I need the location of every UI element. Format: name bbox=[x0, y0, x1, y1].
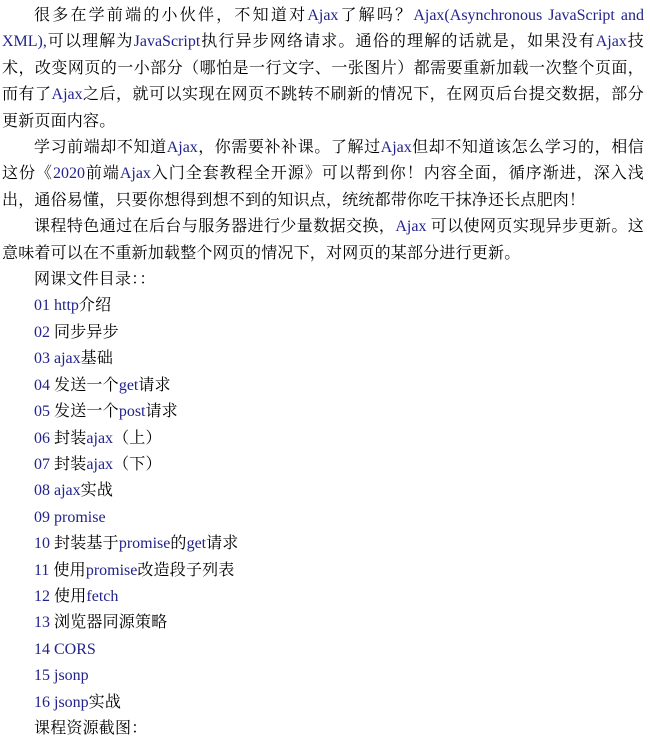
course-list-item: 08 ajax实战 bbox=[34, 482, 114, 500]
course-list-item bbox=[2, 663, 644, 689]
latin-text: 08 ajax bbox=[34, 482, 81, 500]
course-list-item: 11 使用promise改造段子列表 bbox=[34, 561, 235, 579]
latin-text: get bbox=[118, 376, 139, 394]
directory-title: 网课文件目录：： bbox=[34, 271, 156, 289]
latin-text: 12 bbox=[34, 587, 54, 605]
latin-text: Ajax bbox=[595, 33, 627, 51]
latin-text: Ajax(Asynchronous JavaScript and XML), bbox=[2, 7, 644, 51]
course-list bbox=[2, 293, 644, 716]
course-list-item: 13 浏览器同源策略 bbox=[34, 614, 168, 632]
latin-text: Ajax bbox=[51, 86, 83, 104]
course-list-item: 05 发送一个post请求 bbox=[34, 403, 178, 421]
latin-text: 14 CORS bbox=[34, 640, 96, 658]
footer-line: 课程资源截图： bbox=[34, 719, 148, 737]
course-list-item: 16 jsonp实战 bbox=[34, 693, 122, 711]
latin-text: 13 bbox=[34, 614, 54, 632]
latin-text: 2020 bbox=[53, 165, 86, 183]
latin-text: Ajax bbox=[307, 7, 339, 24]
latin-text: 09 promise bbox=[34, 508, 106, 526]
latin-text: 03 ajax bbox=[34, 350, 81, 368]
latin-text: Ajax bbox=[166, 139, 198, 157]
latin-text: 04 bbox=[34, 376, 54, 394]
latin-text: JavaScript bbox=[133, 33, 201, 51]
latin-text: 07 bbox=[34, 455, 54, 473]
latin-text: ajax bbox=[86, 429, 114, 447]
latin-text: get bbox=[186, 535, 207, 553]
course-list-item: 04 发送一个get请求 bbox=[34, 376, 171, 394]
course-list-item: 02 同步异步 bbox=[34, 323, 119, 341]
intro-paragraph: 很多在学前端的小伙伴，不知道对Ajax了解吗？Ajax(Asynchronous JavaScript and XML),可以理解为JavaScript执行异步网络请求。通俗的理解的话就是，如果没有Ajax技术，改变网页的一小部分（哪怕是一行文字、一张图片）都需要重新加载一次整个页面，而有了Ajax之后，就可以实现在网页不跳转不刷新的情况下，在网页后台提交数据，部分更新页面内容。 bbox=[2, 7, 644, 130]
course-list-item bbox=[2, 505, 644, 531]
latin-text: Ajax bbox=[395, 218, 431, 236]
latin-text: 06 bbox=[34, 429, 54, 447]
intro-paragraph: 学习前端却不知道Ajax，你需要补补课。了解过Ajax但却不知道该怎么学习的，相信这份《2020前端Ajax入门全套教程全开源》可以帮到你！内容全面，循序渐进，深入浅出，通俗易懂，只要你想得到想不到的知识点，统统都带你吃干抹净还长点肥肉！ bbox=[2, 139, 644, 209]
intro-paragraph: 课程特色通过在后台与服务器进行少量数据交换，Ajax 可以使网页实现异步更新。这意味着可以在不重新加载整个网页的情况下，对网页的某部分进行更新。 bbox=[2, 218, 644, 262]
latin-text: 16 jsonp bbox=[34, 693, 89, 711]
latin-text: Ajax bbox=[380, 139, 412, 157]
course-list-item: 03 ajax基础 bbox=[34, 350, 114, 368]
latin-text: promise bbox=[85, 561, 138, 579]
course-list-item bbox=[2, 637, 644, 663]
latin-text: 01 http bbox=[34, 297, 79, 315]
latin-text: promise bbox=[118, 535, 171, 553]
latin-text: Ajax bbox=[119, 165, 151, 183]
latin-text: 02 bbox=[34, 323, 54, 341]
latin-text: ajax bbox=[86, 455, 114, 473]
latin-text: 11 bbox=[34, 561, 54, 579]
course-list-item: 10 封装基于promise的get请求 bbox=[34, 535, 239, 553]
course-list-item: 01 http介绍 bbox=[34, 297, 112, 315]
latin-text: 15 jsonp bbox=[34, 667, 89, 685]
latin-text: fetch bbox=[86, 587, 119, 605]
latin-text: 05 bbox=[34, 403, 54, 421]
latin-text: 10 bbox=[34, 535, 54, 553]
latin-text: post bbox=[118, 403, 146, 421]
course-list-item: 12 使用fetch bbox=[34, 587, 119, 605]
course-list-item: 07 封装ajax（下） bbox=[34, 455, 162, 473]
intro-paragraphs bbox=[2, 3, 644, 267]
course-list-item: 06 封装ajax（上） bbox=[34, 429, 162, 447]
